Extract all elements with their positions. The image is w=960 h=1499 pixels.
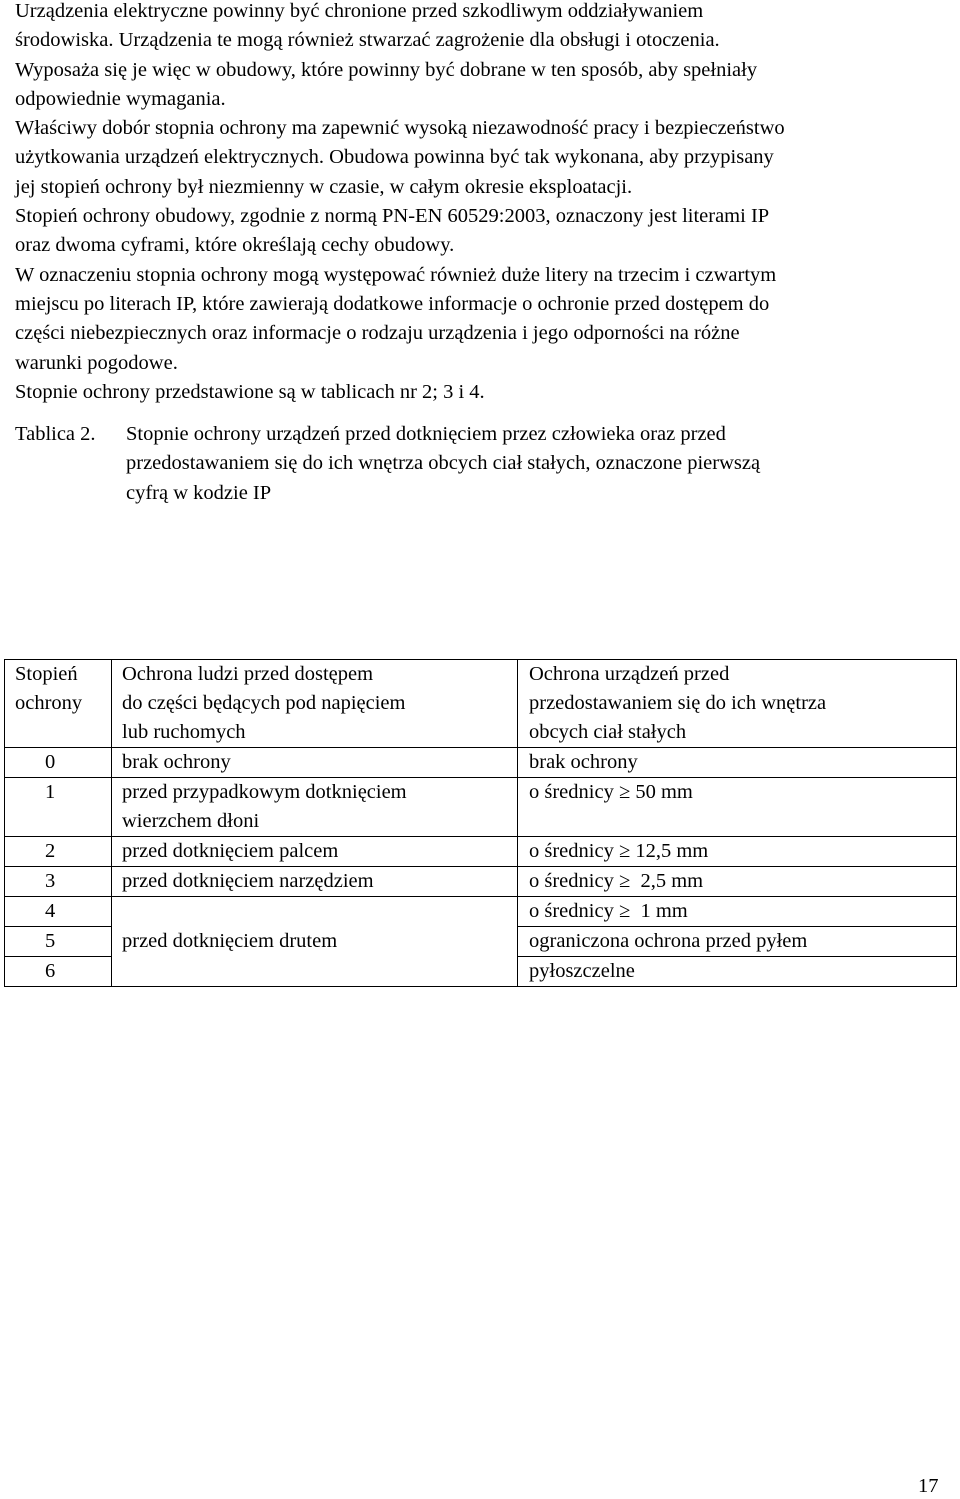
greater-or-equal-sign: ≥ bbox=[618, 840, 631, 862]
text-line: Wyposaża się je więc w obudowy, które powinny być dobrane w ten sposób, aby spełniały bbox=[15, 58, 758, 81]
people-cell: brak ochrony bbox=[112, 748, 518, 778]
text-line: użytkowania urządzeń elektrycznych. Obudowa powinna być tak wykonana, aby przypisany bbox=[15, 146, 774, 169]
degree-cell: 5 bbox=[5, 927, 112, 957]
equipment-cell: pyłoszczelne bbox=[518, 957, 957, 987]
equipment-cell: o średnicy ≥ 12,5 mm bbox=[518, 837, 957, 867]
greater-or-equal-sign: ≥ bbox=[618, 900, 631, 922]
people-cell: przed dotknięciem narzędziem bbox=[112, 867, 518, 897]
table-caption-text bbox=[126, 420, 760, 508]
header-equipment-protection: Ochrona urządzeń przed przedostawaniem się do ich wnętrza obcych ciał stałych bbox=[518, 660, 957, 748]
header-degree: Stopień ochrony bbox=[5, 660, 112, 748]
degree-cell: 0 bbox=[5, 748, 112, 778]
equipment-cell: brak ochrony bbox=[518, 748, 957, 778]
text-line: jej stopień ochrony był niezmienny w czasie, w całym okresie eksploatacji. bbox=[15, 175, 633, 198]
greater-or-equal-sign: ≥ bbox=[618, 781, 631, 803]
caption-line: przedostawaniem się do ich wnętrza obcych ciał stałych, oznaczone pierwszą bbox=[126, 452, 761, 475]
text-line: środowiska. Urządzenia te mogą również stwarzać zagrożenie dla obsługi i otoczenia. bbox=[15, 29, 720, 52]
table-row bbox=[5, 778, 957, 837]
text-line: Urządzenia elektryczne powinny być chronione przed szkodliwym oddziaływaniem bbox=[15, 0, 704, 22]
degree-cell: 3 bbox=[5, 867, 112, 897]
equipment-cell: o średnicy ≥ 1 mm bbox=[518, 897, 957, 927]
text-line: odpowiednie wymagania. bbox=[15, 87, 226, 110]
degree-cell: 2 bbox=[5, 837, 112, 867]
text-line: Stopień ochrony obudowy, zgodnie z normą PN-EN 60529:2003, oznaczony jest literami IP bbox=[15, 205, 770, 228]
degree-cell: 6 bbox=[5, 957, 112, 987]
text-line: miejscu po literach IP, które zawierają dodatkowe informacje o ochronie przed dostępem do bbox=[15, 292, 770, 315]
people-cell: przed przypadkowym dotknięciem wierzchem dłoni bbox=[112, 778, 518, 837]
equipment-cell: o średnicy ≥ 2,5 mm bbox=[518, 867, 957, 897]
equipment-cell: ograniczona ochrona przed pyłem bbox=[518, 927, 957, 957]
table-header-row bbox=[5, 660, 957, 748]
text-line: oraz dwoma cyframi, które określają cechy obudowy. bbox=[15, 234, 455, 257]
header-people-protection: Ochrona ludzi przed dostępem do części będących pod napięciem lub ruchomych bbox=[112, 660, 518, 748]
caption-line: Stopnie ochrony urządzeń przed dotknięciem przez człowieka oraz przed bbox=[126, 423, 726, 445]
table-row bbox=[5, 748, 957, 778]
table-row bbox=[5, 867, 957, 897]
degree-cell: 4 bbox=[5, 897, 112, 927]
people-cell: przed dotknięciem palcem bbox=[112, 837, 518, 867]
table-row bbox=[5, 897, 957, 927]
table-caption-label: Tablica 2. bbox=[15, 423, 96, 445]
people-cell-merged: przed dotknięciem drutem bbox=[112, 897, 518, 987]
ip-protection-table bbox=[4, 659, 957, 987]
body-text bbox=[15, 0, 955, 407]
degree-cell: 1 bbox=[5, 778, 112, 837]
text-line: warunki pogodowe. bbox=[15, 351, 178, 374]
text-line: Właściwy dobór stopnia ochrony ma zapewnić wysoką niezawodność pracy i bezpieczeństwo bbox=[15, 117, 785, 140]
text-line: Stopnie ochrony przedstawione są w tablicach nr 2; 3 i 4. bbox=[15, 380, 485, 403]
equipment-cell: o średnicy ≥ 50 mm bbox=[518, 778, 957, 837]
text-line: części niebezpiecznych oraz informacje o rodzaju urządzenia i jego odporności na różne bbox=[15, 322, 740, 345]
caption-line: cyfrą w kodzie IP bbox=[126, 481, 272, 504]
greater-or-equal-sign: ≥ bbox=[618, 870, 631, 892]
table-row bbox=[5, 837, 957, 867]
page-number: 17 bbox=[918, 1475, 939, 1497]
text-line: W oznaczeniu stopnia ochrony mogą występować również duże litery na trzecim i czwartym bbox=[15, 263, 777, 286]
